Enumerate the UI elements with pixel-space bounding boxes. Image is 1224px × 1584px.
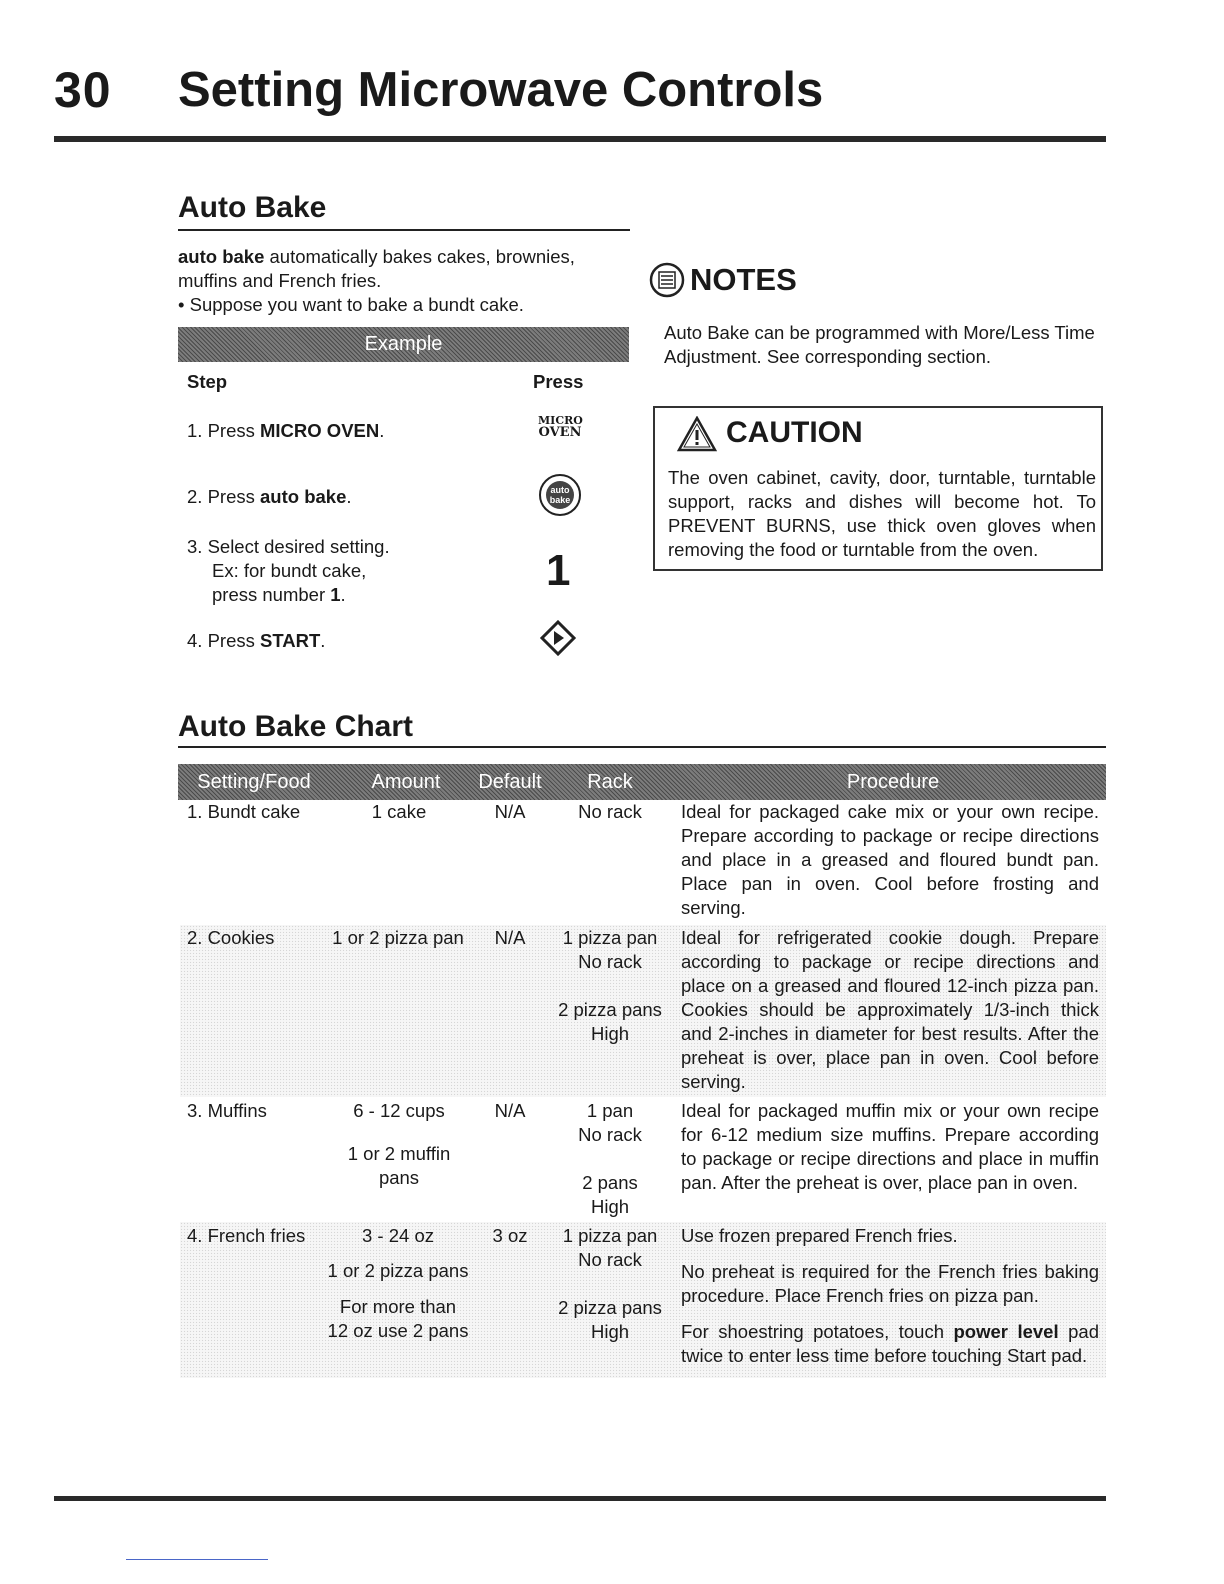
example-banner: Example	[178, 327, 629, 362]
caution-heading: CAUTION	[726, 416, 863, 449]
row-2-rack: 1 pizza pan No rack 2 pizza pans High	[558, 927, 662, 1044]
row-4-setting: 4. French fries	[187, 1225, 306, 1246]
intro-text: automatically bakes cakes, brownies, muffins and French fries.	[178, 246, 575, 291]
row-3-procedure: Ideal for packaged muffin mix or your own recipe for 6-12 medium size muffins. Prepare according to package or recipe directions and place in muffin pan. After the preheat is over, place pan in oven.	[681, 1100, 1099, 1193]
row-1-setting: 1. Bundt cake	[187, 801, 301, 822]
row-3-default: N/A	[494, 1100, 526, 1121]
footer-link-underline	[126, 1559, 268, 1560]
number-1-key-icon: 1	[546, 546, 571, 595]
step-1: 1. Press MICRO OVEN.	[187, 420, 385, 441]
auto-bake-key-icon: auto bake	[539, 474, 581, 516]
row-2-setting: 2. Cookies	[187, 927, 275, 948]
row-4-procedure: Use frozen prepared French fries. No preheat is required for the French fries baking procedure. Place French fries on pizza pan. For shoestring potatoes, touch power level pad twice to enter less time before touching Start pad.	[681, 1225, 1099, 1366]
step-3: 3. Select desired setting. Ex: for bundt cake, press number 1.	[187, 536, 390, 605]
row-4-amount: 3 - 24 oz 1 or 2 pizza pans For more than 12 oz use 2 pans	[327, 1225, 469, 1341]
auto-bake-heading: Auto Bake	[178, 191, 327, 224]
row-1-default: N/A	[494, 801, 526, 822]
step-4: 4. Press START.	[187, 630, 326, 651]
row-1-procedure: Ideal for packaged cake mix or your own recipe. Prepare according to package or recipe directions and place in a greased and floured bundt pan. Place pan in oven. Cool before frosting and serving.	[681, 801, 1099, 918]
chart-heading: Auto Bake Chart	[178, 710, 414, 743]
row-3-setting: 3. Muffins	[187, 1100, 267, 1121]
row-1-amount: 1 cake	[371, 801, 427, 822]
row-1-rack: No rack	[578, 801, 642, 822]
row-4-default: 3 oz	[492, 1225, 528, 1246]
row-4-rack: 1 pizza pan No rack 2 pizza pans High	[558, 1225, 662, 1342]
row-3-rack: 1 pan No rack 2 pans High	[578, 1100, 642, 1217]
column-header-default: Default	[478, 771, 542, 793]
row-3-amount: 6 - 12 cups 1 or 2 muffin pans	[347, 1100, 451, 1188]
notes-text: Auto Bake can be programmed with More/Less Time Adjustment. See corresponding section.	[664, 322, 1095, 367]
notes-heading: NOTES	[690, 262, 797, 297]
footer-rule	[54, 1496, 1106, 1501]
step-2: 2. Press auto bake.	[187, 486, 352, 507]
start-key-icon	[540, 620, 576, 656]
press-column-header: Press	[533, 371, 584, 392]
row-2-amount: 1 or 2 pizza pan	[332, 927, 464, 948]
chart-rule	[178, 746, 1106, 748]
page-number: 30	[54, 62, 112, 118]
micro-oven-key-icon: MICRO OVEN	[538, 414, 583, 440]
caution-text: The oven cabinet, cavity, door, turntable, turntable support, racks and dishes will become hot. To PREVENT BURNS, use thick oven gloves when removing the food or turntable from the oven.	[668, 467, 1096, 560]
notes-icon	[649, 262, 685, 298]
step-column-header: Step	[187, 371, 228, 392]
warning-triangle-icon	[677, 416, 717, 452]
row-2-procedure: Ideal for refrigerated cookie dough. Prepare according to package or recipe directions and place on a greased and floured 12-inch pizza pan. Cookies should be approximately 1/3-inch thick and 2-inches in diameter for best results. After the preheat is over, place pan in oven. Cool before serving.	[681, 927, 1099, 1092]
row-2-default: N/A	[494, 927, 526, 948]
column-header-setting: Setting/Food	[197, 771, 311, 793]
intro-bold: auto bake	[178, 246, 265, 267]
auto-bake-intro	[178, 245, 633, 293]
column-header-procedure: Procedure	[846, 771, 940, 793]
auto-bake-rule	[178, 229, 630, 231]
column-header-amount: Amount	[371, 771, 441, 793]
page-title: Setting Microwave Controls	[178, 63, 824, 117]
column-header-rack: Rack	[587, 771, 633, 793]
example-bullet: • Suppose you want to bake a bundt cake.	[178, 294, 524, 315]
header-rule	[54, 136, 1106, 142]
